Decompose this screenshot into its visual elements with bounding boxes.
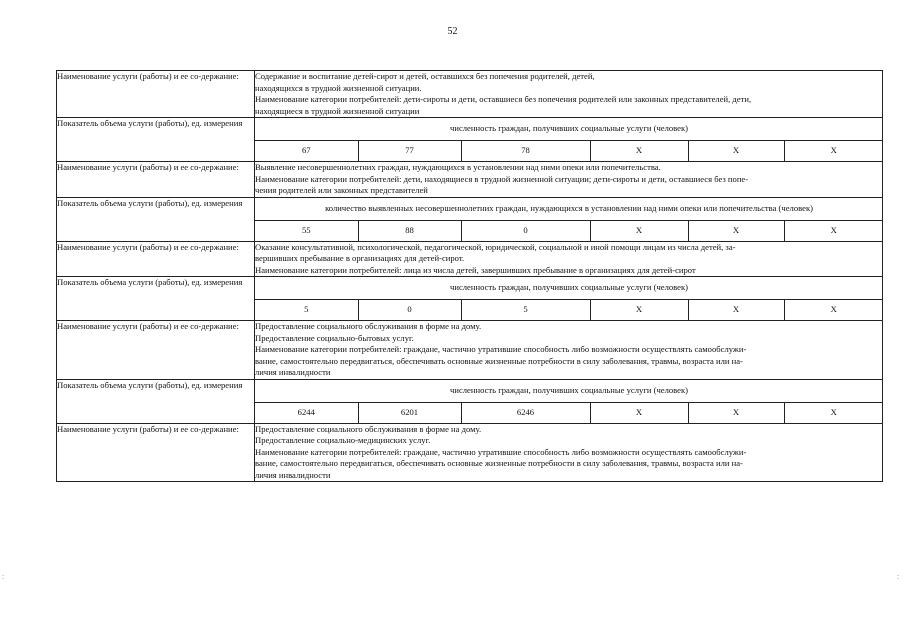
- service-label: Наименование услуги (работы) и ее со-держание:: [57, 321, 255, 380]
- service-text-line: находящиеся в трудной жизненной ситуации: [255, 105, 420, 116]
- service-description: [255, 162, 883, 198]
- service-text-line: Содержание и воспитание детей-сирот и детей, оставшихся без попечения родителей, детей,: [255, 71, 595, 81]
- value-cell: X: [688, 300, 784, 321]
- value-cell: X: [830, 304, 837, 315]
- page-number: 52: [447, 26, 458, 37]
- service-text-line: Предоставление социального обслуживания в форме на дому.: [255, 423, 482, 434]
- service-text-line: Наименование категории потребителей: граждане, частично утратившие способность либо возможности осуществлять самообслужи-: [255, 344, 747, 354]
- indicator-row: [57, 197, 883, 241]
- values-row: [255, 402, 883, 423]
- indicator-values: [255, 197, 883, 241]
- service-text-line: Предоставление социального обслуживания в форме на дому.: [255, 321, 482, 331]
- value-cell: X: [590, 220, 688, 241]
- service-description: [255, 423, 883, 482]
- service-text-line: Оказание консультативной, психологической, педагогической, юридической, социальной и иной помощи лицам из числа детей, за-: [255, 241, 736, 252]
- values-grid: [255, 198, 883, 241]
- indicator-row: [57, 118, 883, 162]
- indicator-label: Показатель объема услуги (работы), ед. измерения: [57, 277, 255, 321]
- value-cell: 5: [461, 300, 590, 321]
- value-cell: 0: [461, 220, 590, 241]
- scan-edge-mark-left: :: [2, 572, 5, 581]
- service-label: Наименование услуги (работы) и ее со-держание:: [57, 241, 255, 277]
- service-text-line: вание, самостоятельно передвигаться, обеспечивать основные жизненные потребности в силу заболевания, травмы, возраста или на-: [255, 458, 743, 468]
- service-text-line: личия инвалидности: [255, 469, 331, 480]
- value-cell: 88: [358, 220, 461, 241]
- service-description: [255, 71, 883, 118]
- service-row: [57, 321, 883, 380]
- value-cell: 78: [461, 141, 590, 162]
- services-table: [56, 70, 883, 482]
- service-text-line: вершивших пребывание в организациях для детей-сирот.: [255, 253, 465, 263]
- indicator-label: Показатель объема услуги (работы), ед. измерения: [57, 197, 255, 241]
- indicator-values: [255, 118, 883, 162]
- service-label: Наименование услуги (работы) и ее со-держание:: [57, 71, 255, 118]
- indicator-header-row: [255, 118, 883, 141]
- indicator-row: [57, 379, 883, 423]
- value-cell: 55: [255, 220, 358, 241]
- indicator-unit-header: численность граждан, получивших социальные услуги (человек): [255, 277, 883, 300]
- value-cell: 6201: [358, 402, 461, 423]
- value-cell: X: [830, 145, 837, 156]
- value-cell: X: [688, 402, 784, 423]
- service-text-line: Предоставление социально-медицинских услуг.: [255, 435, 431, 445]
- service-text-line: Наименование категории потребителей: граждане, частично утратившие способность либо возможности осуществлять самообслужи-: [255, 446, 747, 457]
- service-description: [255, 321, 883, 380]
- value-cell: X: [688, 141, 784, 162]
- service-row: [57, 423, 883, 482]
- value-cell: 0: [358, 300, 461, 321]
- service-label: Наименование услуги (работы) и ее со-держание:: [57, 162, 255, 198]
- service-text-line: Наименование категории потребителей: лица из числа детей, завершивших пребывание в организациях для детей-сирот: [255, 264, 696, 275]
- values-grid: [255, 277, 883, 320]
- indicator-header-row: [255, 277, 883, 300]
- value-cell: X: [830, 406, 837, 417]
- value-cell: 6244: [255, 402, 358, 423]
- value-cell: 5: [255, 300, 358, 321]
- value-cell: 67: [255, 141, 358, 162]
- service-text-line: вание, самостоятельно передвигаться, обеспечивать основные жизненные потребности в силу заболевания, травмы, возраста или на-: [255, 355, 743, 366]
- service-text-line: чения родителей или законных представителей: [255, 185, 428, 195]
- service-text-line: находящихся в трудной жизненной ситуации.: [255, 82, 422, 93]
- indicator-row: [57, 277, 883, 321]
- indicator-header-row: [255, 198, 883, 221]
- value-cell: X: [688, 220, 784, 241]
- service-row: [57, 162, 883, 198]
- scan-edge-mark-right: :: [897, 572, 900, 581]
- values-grid: [255, 380, 883, 423]
- indicator-values: [255, 277, 883, 321]
- value-cell: 77: [358, 141, 461, 162]
- indicator-header-row: [255, 380, 883, 403]
- value-cell: X: [590, 141, 688, 162]
- indicator-unit-header: численность граждан, получивших социальные услуги (человек): [255, 118, 883, 141]
- service-text-line: Наименование категории потребителей: дети-сироты и дети, оставшиеся без попечения родителей или законных представителей, дети,: [255, 94, 752, 104]
- indicator-unit-header: численность граждан, получивших социальные услуги (человек): [255, 380, 883, 403]
- service-text-line: личия инвалидности: [255, 367, 331, 377]
- value-cell: 6246: [461, 402, 590, 423]
- indicator-label: Показатель объема услуги (работы), ед. измерения: [57, 118, 255, 162]
- service-label: Наименование услуги (работы) и ее со-держание:: [57, 423, 255, 482]
- indicator-unit-header: количество выявленных несовершеннолетних граждан, нуждающихся в установлении над ними опеки или попечительства (человек): [255, 198, 883, 221]
- service-row: [57, 241, 883, 277]
- service-row: [57, 71, 883, 118]
- values-row: [255, 141, 883, 162]
- value-cell: X: [590, 402, 688, 423]
- service-description: [255, 241, 883, 277]
- service-text-line: Выявление несовершеннолетних граждан, нуждающихся в установлении над ними опеки или попечительства.: [255, 162, 661, 172]
- indicator-label: Показатель объема услуги (работы), ед. измерения: [57, 379, 255, 423]
- values-row: [255, 300, 883, 321]
- value-cell: X: [590, 300, 688, 321]
- values-grid: [255, 118, 883, 161]
- values-row: [255, 220, 883, 241]
- indicator-values: [255, 379, 883, 423]
- service-text-line: Наименование категории потребителей: дети, находящиеся в трудной жизненной ситуации; дети-сироты и дети, оставшиеся без попе-: [255, 173, 749, 184]
- value-cell: X: [830, 224, 837, 235]
- service-text-line: Предоставление социально-бытовых услуг.: [255, 332, 414, 343]
